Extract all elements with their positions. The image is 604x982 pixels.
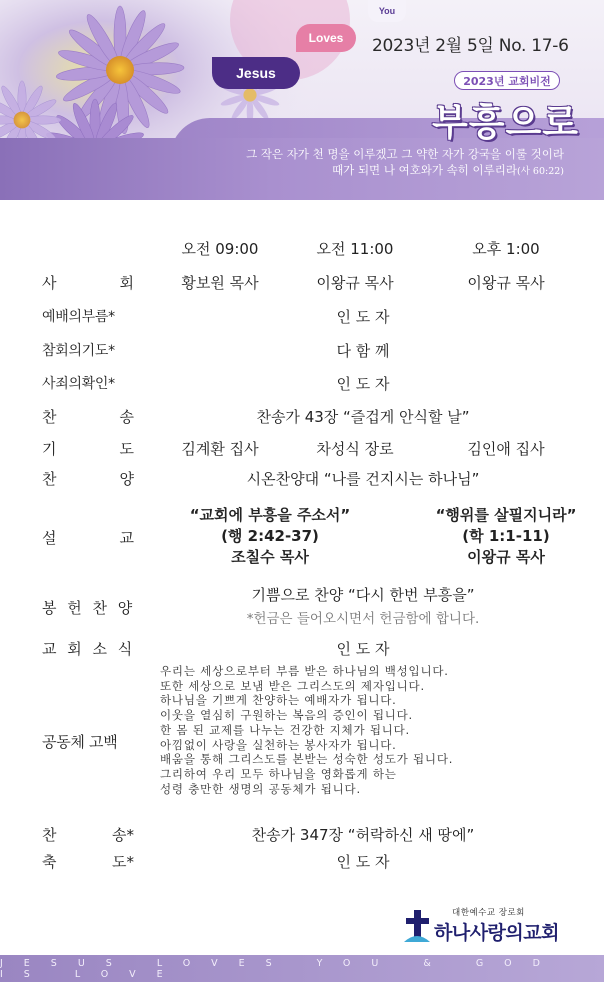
bulletin-date: 2023년 2월 5일 No. 17-6 <box>372 36 569 56</box>
label-presider <box>42 272 134 293</box>
verse-reference: (사 60:22) <box>517 166 564 177</box>
call-to-worship-leader: 인 도 자 <box>336 308 390 326</box>
confession-line: 배움을 통해 그리스도를 본받는 성숙한 성도가 됩니다. <box>160 752 454 767</box>
label-offering: 봉 헌 찬 양 <box>42 599 136 617</box>
label-char: 교 <box>119 529 134 547</box>
sermon-2-preacher: 이왕규 목사 <box>467 548 545 566</box>
label-church-news: 교 회 소 식 <box>42 640 136 658</box>
prayer-leader-1: 김계환 집사 <box>181 440 259 458</box>
label-closing-hymn <box>42 824 134 845</box>
label-benediction <box>42 851 134 872</box>
verse-line-2-text: 때가 되면 나 여호와가 속히 이루리라 <box>332 163 517 177</box>
verse-line-1: 그 작은 자가 천 명을 이루겠고 그 약한 자가 강국을 이룰 것이라 <box>246 147 564 161</box>
scripture-verse <box>246 146 564 180</box>
confession-line: 한 몸 된 교제를 나누는 건강한 지체가 됩니다. <box>160 722 411 737</box>
church-news-leader: 인 도 자 <box>336 640 390 658</box>
label-community-confession: 공동체 고백 <box>42 733 118 751</box>
sermon-1-passage: (행 2:42-37) <box>221 527 319 545</box>
confession-line: 또한 세상으로 보냄 받은 그리스도의 제자입니다. <box>160 678 425 693</box>
label-char: 도 <box>119 440 134 458</box>
presider-2: 이왕규 목사 <box>316 274 394 292</box>
sermon-1-preacher: 조칠수 목사 <box>231 548 309 566</box>
sermon-2-title: “행위를 살필지니라” <box>435 506 577 524</box>
community-confession-text <box>160 664 453 796</box>
label-char: 도* <box>112 853 134 871</box>
confession-line: 아낌없이 사랑을 실천하는 봉사자가 됩니다. <box>160 737 397 752</box>
confession-line: 그리하여 우리 모두 하나님을 영화롭게 하는 <box>160 766 397 781</box>
tag-loves: Loves <box>296 24 356 52</box>
label-char: 송* <box>112 826 134 844</box>
label-char: 찬 <box>42 826 57 844</box>
offering-anthem: 기쁨으로 찬양 “다시 한번 부흥을” <box>251 586 475 604</box>
verse-line-2 <box>246 162 564 180</box>
service-time-3: 오후 1:00 <box>472 240 540 258</box>
tag-you: You <box>368 0 406 22</box>
label-char: 찬 <box>42 470 57 488</box>
cross-icon <box>404 910 430 942</box>
label-char: 기 <box>42 440 57 458</box>
label-prayer <box>42 438 134 459</box>
denomination-name: 대한예수교 장로회 <box>452 908 525 918</box>
choir-anthem: 시온찬양대 “나를 건지시는 하나님” <box>246 470 480 488</box>
sermon-2 <box>406 505 604 568</box>
label-char: 설 <box>42 529 57 547</box>
prayer-of-confession-leader: 다 함 께 <box>336 342 390 360</box>
label-prayer-of-confession: 참회의기도* <box>42 343 115 359</box>
label-char: 회 <box>119 274 134 292</box>
label-hymn <box>42 406 134 427</box>
church-logo <box>404 906 559 945</box>
sermon-1-title: “교회에 부흥을 주소서” <box>189 506 351 524</box>
prayer-leader-3: 김인애 집사 <box>467 440 545 458</box>
presider-1: 황보원 목사 <box>181 274 259 292</box>
presider-3: 이왕규 목사 <box>467 274 545 292</box>
label-char: 축 <box>42 853 57 871</box>
sermon-2-passage: (학 1:1-11) <box>462 527 550 545</box>
sermon-1 <box>170 505 370 568</box>
hymn: 찬송가 43장 “즐겁게 안식할 날” <box>256 408 470 426</box>
label-char: 찬 <box>42 408 57 426</box>
label-char: 양 <box>119 470 134 488</box>
benediction-leader: 인 도 자 <box>336 853 390 871</box>
church-name: 하나사랑의교회 <box>434 922 559 944</box>
confession-line: 성령 충만한 생명의 공동체가 됩니다. <box>160 781 361 796</box>
closing-hymn: 찬송가 347장 “허락하신 새 땅에” <box>251 826 475 844</box>
vision-label: 2023년 교회비전 <box>454 71 560 90</box>
confession-line: 우리는 세상으로부터 부름 받은 하나님의 백성입니다. <box>160 664 449 678</box>
label-sermon <box>42 527 134 548</box>
confession-line: 이웃을 열심히 구원하는 복음의 증인이 됩니다. <box>160 708 414 723</box>
prayer-leader-2: 차성식 장로 <box>316 440 394 458</box>
confession-line: 하나님을 기쁘게 찬양하는 예배자가 됩니다. <box>160 693 397 708</box>
service-time-2: 오전 11:00 <box>316 240 394 258</box>
footer-motto-bar: JESUS LOVES YOU & GOD IS LOVE <box>0 955 604 982</box>
label-praise <box>42 468 134 489</box>
assurance-of-pardon-leader: 인 도 자 <box>336 375 390 393</box>
label-call-to-worship: 예배의부름* <box>42 309 115 325</box>
tag-jesus: Jesus <box>212 57 300 89</box>
header-banner <box>0 0 604 200</box>
offering-note: *헌금은 들어오시면서 헌금함에 합니다. <box>246 611 480 627</box>
label-assurance-of-pardon: 사죄의확인* <box>42 376 115 392</box>
label-char: 송 <box>119 408 134 426</box>
vision-title: 부흥으로 <box>432 101 579 144</box>
service-time-1: 오전 09:00 <box>181 240 259 258</box>
label-char: 사 <box>42 274 57 292</box>
